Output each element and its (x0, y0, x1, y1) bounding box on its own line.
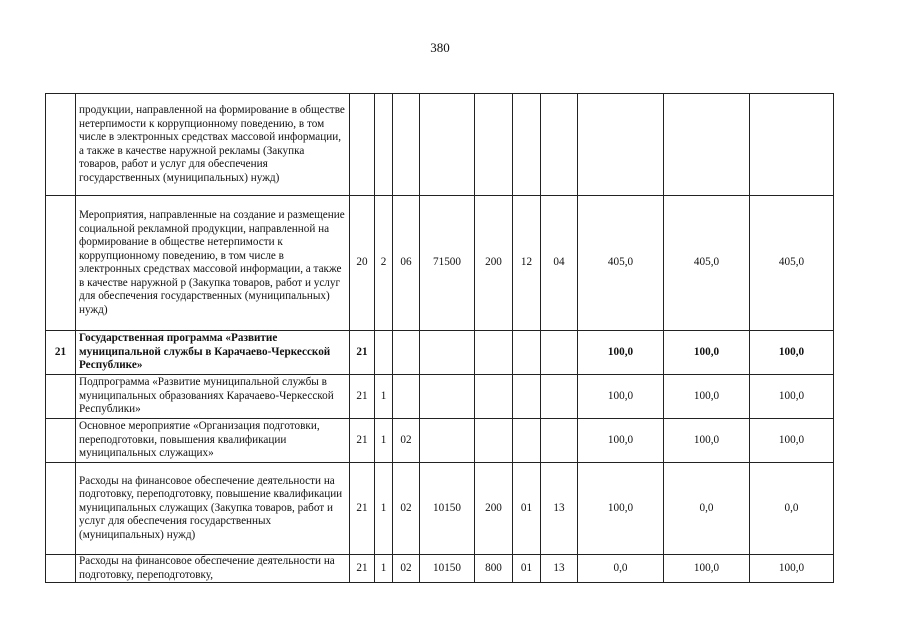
expense-type-code (475, 419, 513, 463)
amount-year-2: 405,0 (664, 196, 750, 331)
amount-year-1: 0,0 (578, 555, 664, 583)
row-number (46, 94, 76, 196)
program-code: 20 (350, 196, 375, 331)
row-number: 21 (46, 331, 76, 375)
row-number (46, 196, 76, 331)
item-name: Мероприятия, направленные на создание и размещение социальной рекламной продукции, направленной на формирование в обществе нетерпимости к коррупционному поведению, в том числе в электронных средствах массовой информации, а также в качестве наружной р (Закупка товаров, работ и услуг для обеспечения государственных (муниципальных) нужд) (76, 196, 350, 331)
item-name: Расходы на финансовое обеспечение деятельности на подготовку, переподготовку, повышение квалификации муниципальных служащих (Закупка товаров, работ и услуг для обеспечения государственных (муниципальных) нужд) (76, 463, 350, 555)
item-name: Государственная программа «Развитие муниципальной службы в Карачаево-Черкесской Республике» (76, 331, 350, 375)
direction-code (420, 94, 475, 196)
direction-code (420, 419, 475, 463)
amount-year-3: 100,0 (750, 375, 834, 419)
section-code: 01 (513, 463, 541, 555)
expense-type-code: 200 (475, 463, 513, 555)
main-activity-code: 02 (393, 419, 420, 463)
program-code (350, 94, 375, 196)
amount-year-1: 405,0 (578, 196, 664, 331)
table-row (46, 419, 834, 463)
row-number (46, 375, 76, 419)
expense-type-code: 200 (475, 196, 513, 331)
table-row (46, 331, 834, 375)
subprogram-code (375, 331, 393, 375)
row-number (46, 419, 76, 463)
table-row (46, 555, 834, 583)
budget-table (45, 93, 834, 583)
section-code (513, 419, 541, 463)
direction-code: 10150 (420, 555, 475, 583)
subprogram-code: 1 (375, 555, 393, 583)
subsection-code: 13 (541, 463, 578, 555)
row-number (46, 555, 76, 583)
amount-year-2: 0,0 (664, 463, 750, 555)
amount-year-1: 100,0 (578, 375, 664, 419)
item-name: Расходы на финансовое обеспечение деятельности на подготовку, переподготовку, (76, 555, 350, 583)
subprogram-code: 2 (375, 196, 393, 331)
table-row (46, 463, 834, 555)
amount-year-3 (750, 94, 834, 196)
amount-year-3: 405,0 (750, 196, 834, 331)
subprogram-code: 1 (375, 375, 393, 419)
program-code: 21 (350, 419, 375, 463)
amount-year-1: 100,0 (578, 419, 664, 463)
main-activity-code: 02 (393, 463, 420, 555)
section-code: 12 (513, 196, 541, 331)
amount-year-2: 100,0 (664, 555, 750, 583)
section-code: 01 (513, 555, 541, 583)
expense-type-code (475, 94, 513, 196)
subsection-code (541, 331, 578, 375)
amount-year-2 (664, 94, 750, 196)
subsection-code (541, 419, 578, 463)
direction-code: 71500 (420, 196, 475, 331)
main-activity-code (393, 375, 420, 419)
direction-code (420, 331, 475, 375)
section-code (513, 375, 541, 419)
section-code (513, 94, 541, 196)
main-activity-code (393, 94, 420, 196)
program-code: 21 (350, 463, 375, 555)
row-number (46, 463, 76, 555)
direction-code: 10150 (420, 463, 475, 555)
amount-year-2: 100,0 (664, 331, 750, 375)
table-row (46, 94, 834, 196)
subsection-code (541, 94, 578, 196)
amount-year-1: 100,0 (578, 463, 664, 555)
amount-year-3: 0,0 (750, 463, 834, 555)
amount-year-3: 100,0 (750, 331, 834, 375)
direction-code (420, 375, 475, 419)
subprogram-code (375, 94, 393, 196)
expense-type-code (475, 375, 513, 419)
amount-year-1: 100,0 (578, 331, 664, 375)
section-code (513, 331, 541, 375)
amount-year-2: 100,0 (664, 375, 750, 419)
expense-type-code (475, 331, 513, 375)
table-row (46, 196, 834, 331)
item-name: Подпрограмма «Развитие муниципальной службы в муниципальных образованиях Карачаево-Черкесской Республики» (76, 375, 350, 419)
program-code: 21 (350, 331, 375, 375)
subprogram-code: 1 (375, 419, 393, 463)
program-code: 21 (350, 555, 375, 583)
item-name: Основное мероприятие «Организация подготовки, переподготовки, повышения квалификации муниципальных служащих» (76, 419, 350, 463)
item-name: продукции, направленной на формирование в обществе нетерпимости к коррупционному поведению, в том числе в электронных средствах массовой информации, а также в качестве наружной рекламы (Закупка товаров, работ и услуг для обеспечения государственных (муниципальных) нужд) (76, 94, 350, 196)
subprogram-code: 1 (375, 463, 393, 555)
amount-year-2: 100,0 (664, 419, 750, 463)
amount-year-3: 100,0 (750, 555, 834, 583)
amount-year-3: 100,0 (750, 419, 834, 463)
program-code: 21 (350, 375, 375, 419)
subsection-code (541, 375, 578, 419)
page-number: 380 (430, 40, 450, 55)
expense-type-code: 800 (475, 555, 513, 583)
main-activity-code: 02 (393, 555, 420, 583)
subsection-code: 04 (541, 196, 578, 331)
table-row (46, 375, 834, 419)
amount-year-1 (578, 94, 664, 196)
subsection-code: 13 (541, 555, 578, 583)
main-activity-code (393, 331, 420, 375)
main-activity-code: 06 (393, 196, 420, 331)
